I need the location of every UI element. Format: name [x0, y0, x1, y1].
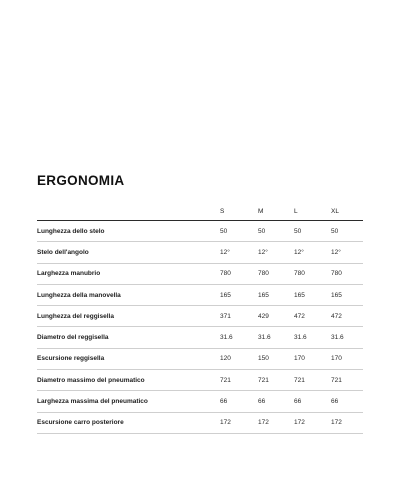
value-cell-s: 172 [220, 412, 258, 433]
table-row [37, 263, 363, 284]
header-label-cell [37, 203, 220, 221]
row-label: Stelo dell'angolo [37, 242, 220, 263]
value-cell-m: 50 [258, 221, 294, 242]
row-label: Diametro del reggisella [37, 327, 220, 348]
value-cell-l: 31.6 [294, 327, 331, 348]
row-label: Lunghezza dello stelo [37, 221, 220, 242]
table-row [37, 327, 363, 348]
table-row [37, 306, 363, 327]
value-cell-xl: 172 [331, 412, 363, 433]
value-cell-l: 780 [294, 263, 331, 284]
table-row [37, 348, 363, 369]
value-cell-s: 721 [220, 370, 258, 391]
table-row [37, 284, 363, 305]
value-cell-s: 780 [220, 263, 258, 284]
value-cell-m: 12° [258, 242, 294, 263]
value-cell-m: 780 [258, 263, 294, 284]
row-label: Lunghezza del reggisella [37, 306, 220, 327]
table-row [37, 412, 363, 433]
value-cell-s: 120 [220, 348, 258, 369]
table-row [37, 221, 363, 242]
table-header-row [37, 203, 363, 221]
row-label: Larghezza massima del pneumatico [37, 391, 220, 412]
value-cell-m: 721 [258, 370, 294, 391]
row-label: Larghezza manubrio [37, 263, 220, 284]
value-cell-l: 50 [294, 221, 331, 242]
size-header-l: L [294, 203, 331, 221]
value-cell-m: 150 [258, 348, 294, 369]
row-label: Diametro massimo del pneumatico [37, 370, 220, 391]
value-cell-m: 429 [258, 306, 294, 327]
value-cell-xl: 165 [331, 284, 363, 305]
value-cell-s: 66 [220, 391, 258, 412]
value-cell-xl: 472 [331, 306, 363, 327]
value-cell-s: 12° [220, 242, 258, 263]
value-cell-xl: 170 [331, 348, 363, 369]
value-cell-m: 172 [258, 412, 294, 433]
size-header-xl: XL [331, 203, 363, 221]
value-cell-l: 165 [294, 284, 331, 305]
value-cell-l: 172 [294, 412, 331, 433]
value-cell-xl: 780 [331, 263, 363, 284]
value-cell-m: 31.6 [258, 327, 294, 348]
row-label: Escursione reggisella [37, 348, 220, 369]
value-cell-m: 165 [258, 284, 294, 305]
section-title: ERGONOMIA [37, 173, 125, 188]
geometry-table [37, 203, 363, 434]
table-row [37, 242, 363, 263]
value-cell-m: 66 [258, 391, 294, 412]
value-cell-l: 472 [294, 306, 331, 327]
value-cell-s: 50 [220, 221, 258, 242]
value-cell-l: 12° [294, 242, 331, 263]
value-cell-xl: 66 [331, 391, 363, 412]
value-cell-s: 371 [220, 306, 258, 327]
size-header-m: M [258, 203, 294, 221]
value-cell-l: 66 [294, 391, 331, 412]
value-cell-s: 165 [220, 284, 258, 305]
row-label: Escursione carro posteriore [37, 412, 220, 433]
table-row [37, 370, 363, 391]
value-cell-s: 31.6 [220, 327, 258, 348]
value-cell-l: 721 [294, 370, 331, 391]
table-row [37, 391, 363, 412]
value-cell-l: 170 [294, 348, 331, 369]
value-cell-xl: 721 [331, 370, 363, 391]
row-label: Lunghezza della manovella [37, 284, 220, 305]
value-cell-xl: 50 [331, 221, 363, 242]
value-cell-xl: 12° [331, 242, 363, 263]
size-header-s: S [220, 203, 258, 221]
value-cell-xl: 31.6 [331, 327, 363, 348]
